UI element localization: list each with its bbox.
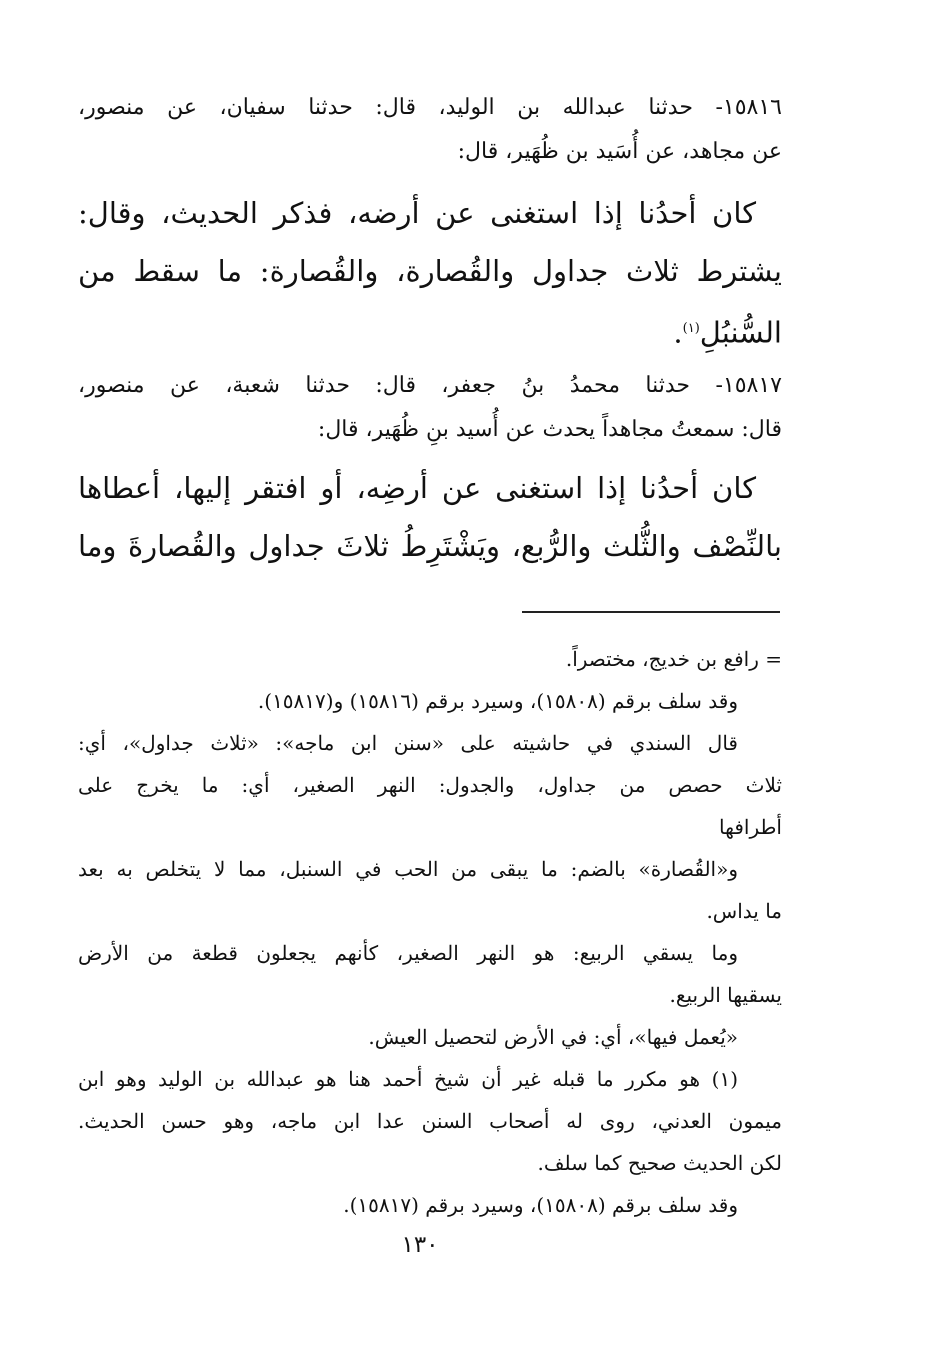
- hadith-15816-matn: [78, 184, 782, 362]
- footnote-line: «يُعمل فيها»، أي: في الأرض لتحصيل العيش.: [368, 1025, 738, 1049]
- footnote-line: ميمون العدني، روى له أصحاب السنن عدا ابن ماجه، وهو حسن الحديث.: [78, 1109, 782, 1133]
- footnote-line: يسقيها الربيع.: [669, 983, 782, 1007]
- footnote-line: قال السندي في حاشيته على «سنن ابن ماجه»: «ثلاث جداول»، أي:: [78, 731, 738, 755]
- matn-text: السُّنبُلِ: [699, 315, 782, 350]
- isnad-line: قال: سمعتُ مجاهداً يحدث عن أُسيد بنِ ظُهَير، قال:: [317, 417, 782, 442]
- isnad-line: عن مجاهد، عن أُسَيد بن ظُهَير، قال:: [457, 139, 782, 164]
- footnote-divider: [522, 611, 780, 613]
- footnote-line: وما يسقي الربيع: هو النهر الصغير، كأنهم يجعلون قطعة من الأرض: [78, 941, 738, 965]
- hadith-15816-isnad: [78, 86, 782, 174]
- matn-line: [78, 300, 782, 362]
- matn-line: كان أحدُنا إذا استغنى عن أرضه، فذكر الحديث، وقال:: [78, 196, 756, 230]
- matn-line: بالنِّصْف والثُّلث والرُّبع، ويَشْتَرِطُ ثلاثَ جداول والقُصارةَ وما: [78, 529, 782, 563]
- footnote-line: وقد سلف برقم (١٥٨٠٨)، وسيرد برقم (١٥٨١٦) و(١٥٨١٧).: [257, 689, 738, 713]
- footnote-line: و«القُصارة» بالضم: ما يبقى من الحب في السنبل، مما لا يتخلص به بعد: [78, 857, 738, 881]
- footnote-line: أطرافها: [719, 815, 782, 839]
- footnote-line: = رافع بن خديج، مختصراً.: [565, 647, 782, 671]
- isnad-line: ١٥٨١٦- حدثنا عبدالله بن الوليد، قال: حدثنا سفيان، عن منصور،: [78, 95, 782, 120]
- footnote-line: لكن الحديث صحيح كما سلف.: [537, 1151, 782, 1175]
- footnote-line: ثلاث حصص من جداول، والجدول: النهر الصغير، أي: ما يخرج على: [78, 773, 782, 797]
- matn-text: .: [673, 315, 683, 350]
- isnad-line: ١٥٨١٧- حدثنا محمدُ بنُ جعفر، قال: حدثنا شعبة، عن منصور،: [78, 373, 782, 398]
- footnotes: [78, 638, 782, 1226]
- footnote-marker[interactable]: (١): [682, 321, 700, 336]
- hadith-15817-isnad: [78, 364, 782, 452]
- hadith-15817-matn: [78, 459, 782, 575]
- footnote-line: (١) هو مكرر ما قبله غير أن شيخ أحمد هنا هو عبدالله بن الوليد وهو ابن: [78, 1067, 738, 1091]
- footnote-line: وقد سلف برقم (١٥٨٠٨)، وسيرد برقم (١٥٨١٧).: [343, 1193, 738, 1217]
- matn-line: يشترط ثلاث جداول والقُصارة، والقُصارة: ما سقط من: [78, 254, 782, 288]
- page-number: ١٣٠: [401, 1232, 439, 1258]
- matn-line: كان أحدُنا إذا استغنى عن أرضِه، أو افتقر إليها، أعطاها: [78, 471, 756, 505]
- footnote-line: ما يداس.: [706, 899, 782, 923]
